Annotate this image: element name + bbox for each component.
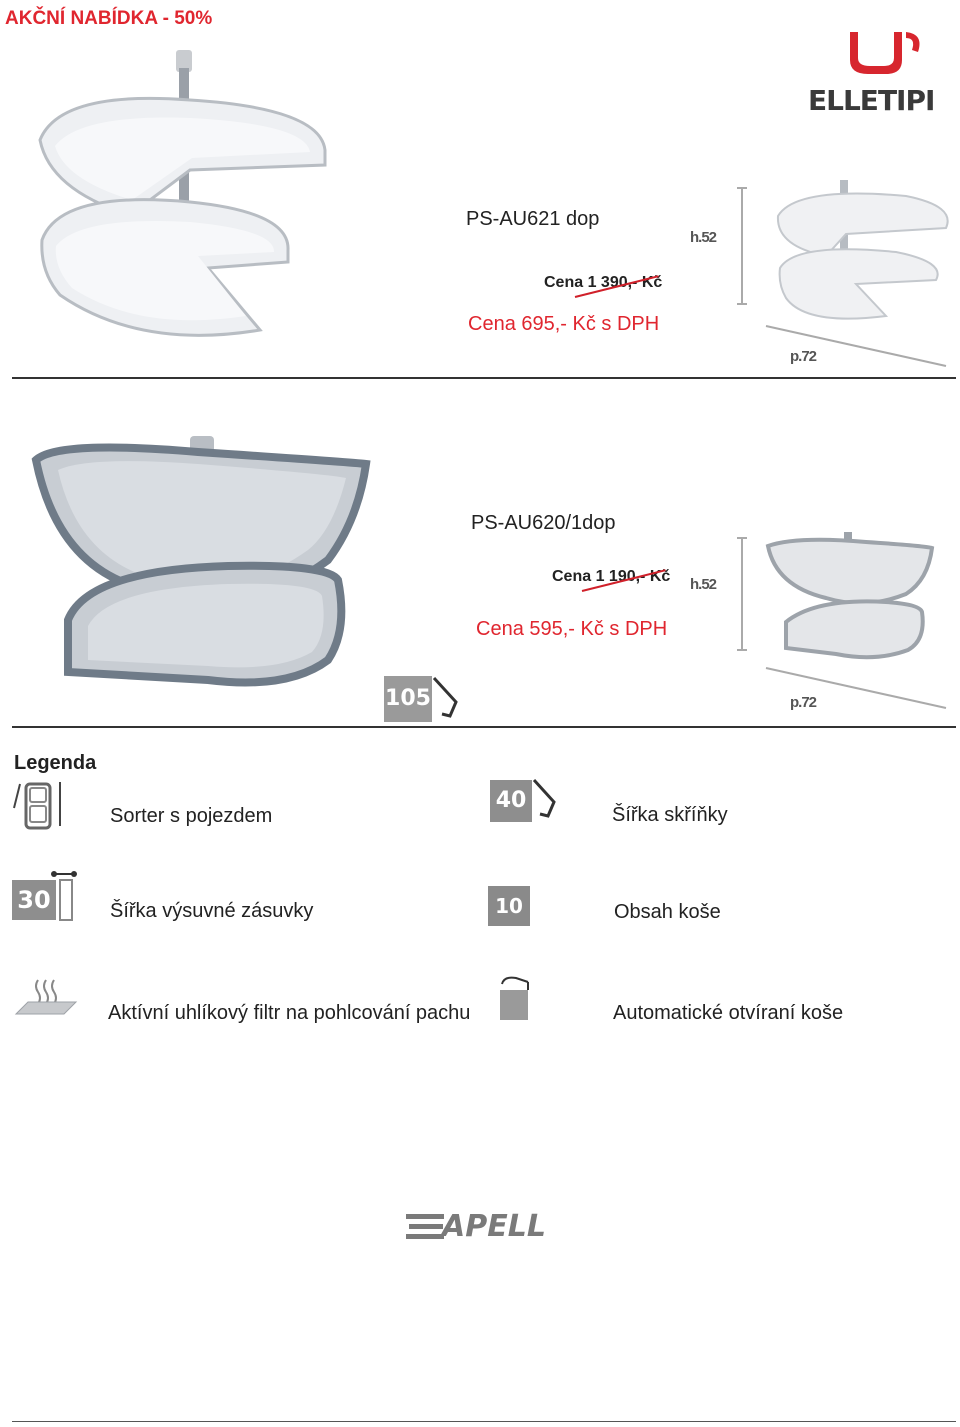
apell-logo-stripes-icon	[406, 1212, 446, 1242]
drawer-width-badge: 30	[12, 880, 56, 920]
bin-capacity-icon: 10	[488, 886, 530, 926]
divider-1	[12, 377, 956, 379]
elletipi-logo	[806, 30, 956, 117]
product-1-old-price: Cena 1 390,- Kč	[544, 274, 663, 291]
product-2-code: PS-AU620/1dop	[471, 512, 616, 534]
drawer-width-arrow-icon	[12, 868, 76, 880]
legend-item-bin-capacity: Obsah koše	[614, 901, 721, 923]
product-1-depth: p.72	[790, 348, 817, 365]
drawer-width-icon	[12, 868, 76, 922]
divider-2	[12, 726, 956, 728]
product-1-code: PS-AU621 dop	[466, 208, 600, 230]
promo-title: AKČNÍ NABÍDKA - 50%	[5, 8, 213, 29]
elletipi-logo-text: ELLETIPI	[808, 84, 935, 117]
carbon-filter-icon	[14, 976, 78, 1020]
legend-item-carbon-filter: Aktívní uhlíkový filtr na pohlcování pachu	[108, 1002, 471, 1024]
product-1-dimension-drawing	[736, 176, 956, 366]
legend-item-drawer-width: Šířka výsuvné zásuvky	[110, 900, 314, 922]
product-1-height: h.52	[690, 229, 717, 246]
legend-title: Legenda	[14, 752, 97, 774]
bottom-divider	[12, 1421, 956, 1422]
legend-item-auto-open-bin: Automatické otvíraní koše	[613, 1002, 844, 1024]
product-2-new-price: Cena 595,- Kč s DPH	[476, 618, 668, 640]
product-2-height: h.52	[690, 576, 717, 593]
sorter-icon	[10, 778, 66, 830]
cabinet-corner-icon	[432, 676, 466, 724]
legend-item-sorter: Sorter s pojezdem	[110, 805, 273, 827]
cabinet-width-icon	[490, 778, 560, 824]
product-2-cabinet-width	[384, 676, 466, 724]
product-2-cabinet-width-badge: 105	[384, 676, 432, 722]
auto-open-bin-icon	[498, 974, 534, 1022]
product-1-image	[20, 40, 350, 380]
elletipi-logo-mark-icon	[806, 30, 956, 80]
apell-logo	[406, 1210, 574, 1244]
cabinet-corner-icon	[532, 778, 560, 824]
product-2-dimension-drawing	[736, 528, 956, 718]
legend-item-cabinet-width: Šířka skříňky	[612, 804, 728, 826]
apell-logo-text: APELL	[442, 1209, 546, 1244]
cabinet-width-badge: 40	[490, 780, 532, 822]
product-2-old-price: Cena 1 190,- Kč	[552, 568, 671, 585]
product-2-depth: p.72	[790, 694, 817, 711]
drawer-side-icon	[56, 880, 76, 922]
product-1-new-price: Cena 695,- Kč s DPH	[468, 313, 660, 335]
product-2-image	[28, 420, 388, 720]
